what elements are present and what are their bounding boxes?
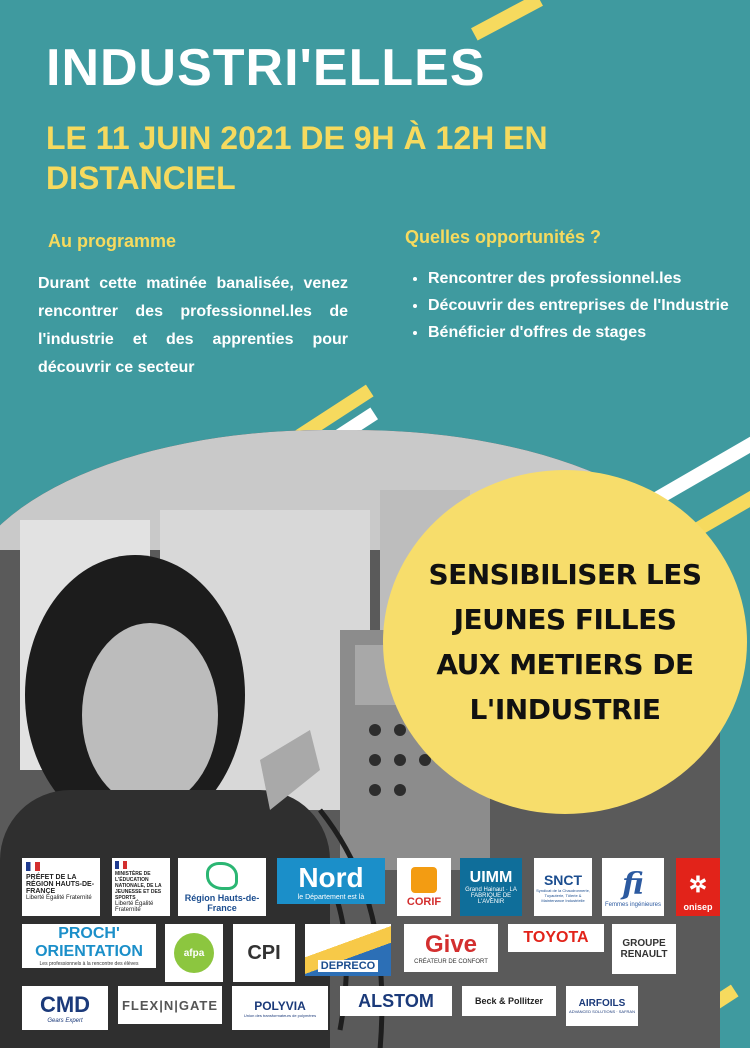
logo-uimm: UIMM Grand Hainaut · LA FABRIQUE DE L'AVENIR — [460, 858, 522, 916]
event-date: LE 11 JUIN 2021 DE 9H À 12H EN DISTANCIEL — [46, 120, 548, 196]
stripe-top-right — [471, 0, 543, 41]
poster-title: INDUSTRI'ELLES — [46, 39, 486, 97]
slogan-text: SENSIBILISER LES JEUNES FILLES AUX METIERS DE L'INDUSTRIE — [428, 558, 702, 726]
logo-alstom: ALSTOM — [340, 986, 452, 1016]
logo-region-hdf: Région Hauts-de-France — [178, 858, 266, 916]
slogan-circle — [383, 470, 747, 814]
logo-prefet: PRÉFET DE LA RÉGION HAUTS-DE-FRANCE Liberté Égalité Fraternité — [22, 858, 100, 916]
opportunity-item: • Rencontrer des professionnel.les — [428, 266, 748, 292]
logo-airfoils: AIRFOILS ADVANCED SOLUTIONS · SAFRAN — [566, 986, 638, 1026]
opportunity-item: • Bénéficier d'offres de stages — [428, 320, 748, 346]
opportunities-heading: Quelles opportunités ? — [405, 227, 602, 247]
logo-ministere: MINISTÈRE DE L'ÉDUCATION NATIONALE, DE LA JEUNESSE ET DES SPORTS Liberté Égalité Fraternité — [112, 858, 170, 916]
programme-text: Durant cette matinée banalisée, venez rencontrer des professionnel.les de l'industrie et des apprenties pour découvrir ce secteur — [38, 275, 348, 376]
logo-give: Give CRÉATEUR DE CONFORT — [404, 924, 498, 972]
logo-renault: GROUPE RENAULT — [612, 924, 676, 974]
logo-onisep: ✲ onisep — [676, 858, 720, 916]
logo-femmes-ingenieures: fi Femmes ingénieures — [602, 858, 664, 916]
logo-toyota: TOYOTA — [508, 924, 604, 952]
logo-polyvia: POLYVIA Union des transformateurs de polymères — [232, 986, 328, 1030]
logo-proch-orientation: PROCH' ORIENTATION Les professionnels à la rencontre des élèves — [22, 924, 156, 968]
logo-snct: SNCT Syndicat de la Chaudronnerie, Tuyauterie, Tôlerie & Maintenance Industrielle — [534, 858, 592, 916]
logo-flex-n-gate: FLEX|N|GATE — [118, 986, 222, 1024]
opportunity-item: • Découvrir des entreprises de l'Industrie — [428, 293, 748, 319]
logo-cmd: CMD Gears Expert — [22, 986, 108, 1030]
logo-nord: Nord le Département est là — [277, 858, 385, 904]
logo-cpi: CPI — [233, 924, 295, 982]
logo-corif: CORIF — [397, 858, 451, 916]
opportunities-list — [410, 266, 748, 347]
logo-afpa: afpa — [165, 924, 223, 982]
logo-beck-pollitzer: Beck & Pollitzer — [462, 986, 556, 1016]
programme-heading: Au programme — [48, 231, 177, 251]
logo-depreco: DEPRECO — [305, 924, 391, 976]
